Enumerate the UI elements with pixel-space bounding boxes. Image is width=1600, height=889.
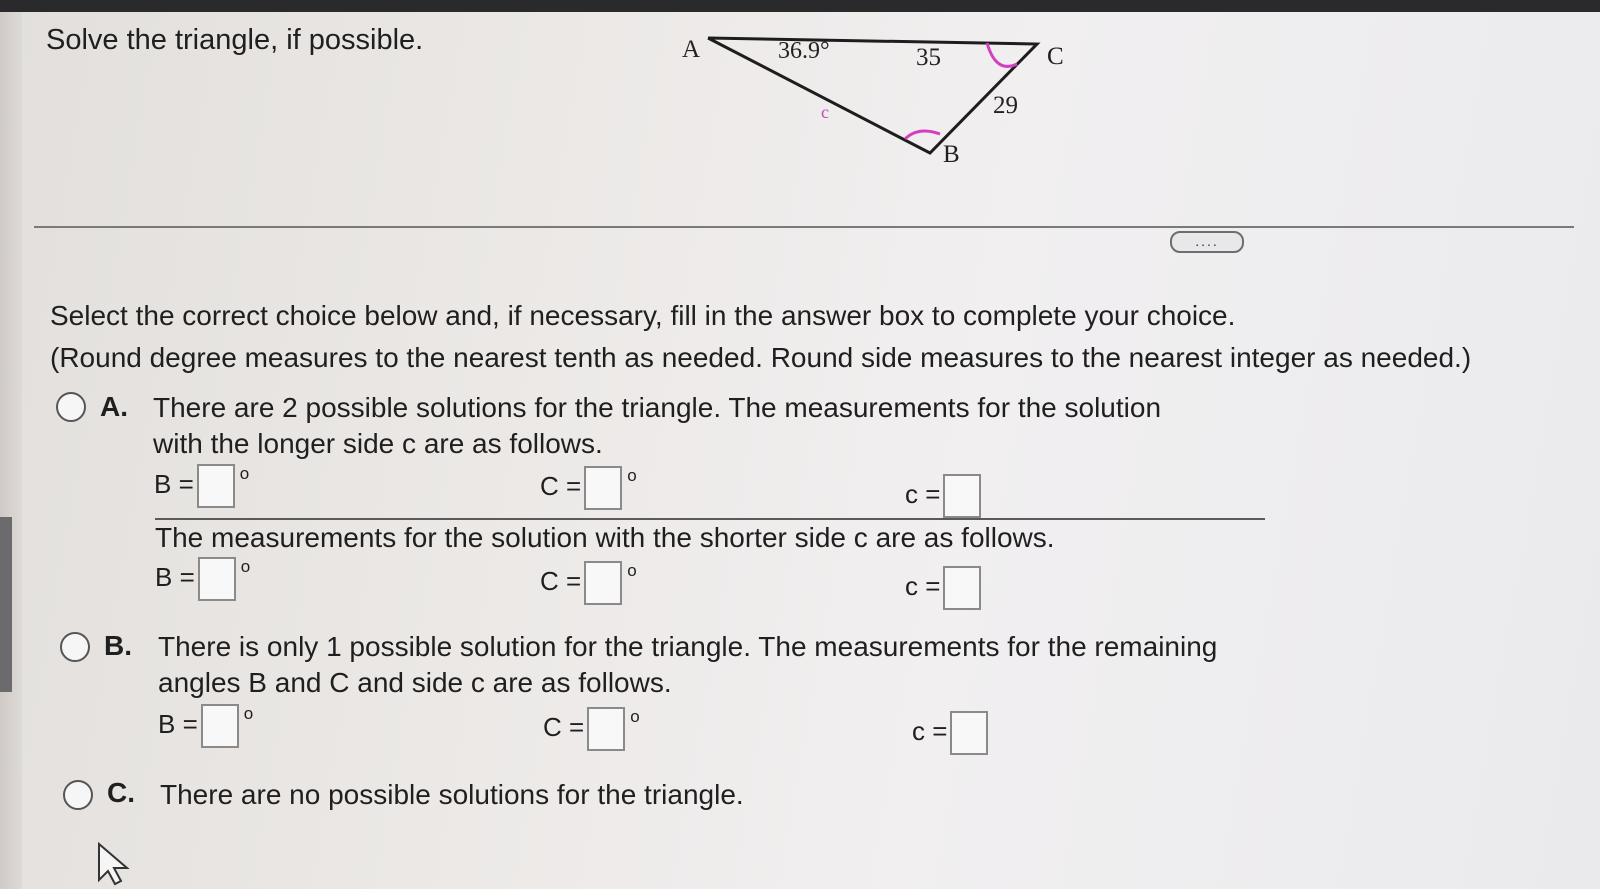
problem-prompt: Solve the triangle, if possible.	[46, 24, 424, 56]
triangle-figure	[680, 28, 1100, 178]
choice-a-shorter-c-side	[905, 566, 981, 610]
degree-symbol: o	[239, 464, 250, 483]
angle-c-marker	[987, 43, 1017, 66]
choice-a-shorter-b	[155, 557, 250, 601]
answer-box-a-longer-c-side[interactable]	[943, 474, 981, 518]
side-ab-label: c	[821, 102, 829, 122]
side-ac-label: 35	[916, 44, 941, 71]
left-edge	[0, 12, 22, 889]
vertex-c-label: C	[1047, 43, 1064, 70]
more-options-button[interactable]: ....	[1170, 231, 1244, 253]
side-c-label: c =	[905, 478, 941, 509]
choice-c-radio[interactable]	[63, 780, 93, 810]
degree-symbol: o	[240, 557, 251, 576]
choice-b-letter: B.	[104, 630, 132, 661]
choice-a-longer-b	[154, 464, 249, 508]
choice-c-text: There are no possible solutions for the triangle.	[160, 779, 744, 810]
left-edge-shade	[0, 517, 12, 692]
answer-box-a-longer-c-angle[interactable]	[584, 466, 622, 510]
degree-symbol: o	[627, 466, 637, 485]
section-divider	[34, 226, 1574, 228]
angle-b-label: B =	[154, 468, 194, 499]
choice-a-longer-c-angle	[540, 466, 637, 510]
angle-c-label: C =	[540, 565, 582, 596]
triangle-diagram	[680, 28, 1100, 178]
choice-a-radio[interactable]	[56, 392, 86, 422]
angle-b-marker	[905, 131, 940, 139]
choice-a-shorter-text: The measurements for the solution with the shorter side c are as follows.	[155, 522, 1055, 553]
choice-a-letter: A.	[100, 391, 128, 422]
angle-c-label: C =	[543, 711, 585, 742]
choice-b-line-1: There is only 1 possible solution for the triangle. The measurements for the remaining	[158, 631, 1218, 662]
degree-symbol: o	[630, 707, 640, 726]
angle-c-label: C =	[540, 470, 582, 501]
choice-a-text	[153, 390, 1161, 462]
answer-box-a-shorter-b[interactable]	[198, 557, 236, 601]
angle-b-label: B =	[155, 561, 195, 592]
choice-b-b	[158, 704, 253, 748]
degree-symbol: o	[243, 704, 254, 723]
side-c-label: c =	[912, 715, 948, 746]
triangle-outline	[708, 38, 1037, 153]
choice-b-text	[158, 629, 1217, 701]
choice-c-letter: C.	[107, 777, 135, 808]
choice-b-c-angle	[543, 707, 640, 751]
answer-box-b-c-angle[interactable]	[587, 707, 625, 751]
answer-box-a-longer-b[interactable]	[197, 464, 235, 508]
choice-a-shorter-c-angle	[540, 561, 637, 605]
window-top-bar	[0, 0, 1600, 12]
instruction-line-1: Select the correct choice below and, if necessary, fill in the answer box to complete your choice.	[50, 300, 1236, 331]
side-c-label: c =	[905, 570, 941, 601]
instruction-line-2: (Round degree measures to the nearest tenth as needed. Round side measures to the nearest integer as needed.)	[50, 342, 1472, 373]
side-bc-label: 29	[993, 92, 1018, 119]
choice-b-line-2: angles B and C and side c are as follows.	[158, 667, 672, 698]
answer-box-a-shorter-c-side[interactable]	[943, 566, 981, 610]
answer-box-b-c-side[interactable]	[950, 711, 988, 755]
vertex-a-label: A	[682, 36, 701, 63]
choice-a-longer-c-side	[905, 474, 981, 518]
choice-b-radio[interactable]	[60, 632, 90, 662]
degree-symbol: o	[627, 561, 637, 580]
choice-a-line-1: There are 2 possible solutions for the triangle. The measurements for the solution	[153, 392, 1162, 423]
vertex-b-label: B	[943, 141, 960, 168]
instructions	[50, 295, 1471, 379]
mouse-cursor-icon	[97, 842, 131, 886]
angle-a-label: 36.9°	[778, 38, 830, 64]
answer-box-b-b[interactable]	[201, 704, 239, 748]
choice-a-line-2: with the longer side c are as follows.	[153, 428, 603, 459]
answer-box-a-shorter-c-angle[interactable]	[584, 561, 622, 605]
angle-b-label: B =	[158, 708, 198, 739]
choice-b-c-side	[912, 711, 988, 755]
